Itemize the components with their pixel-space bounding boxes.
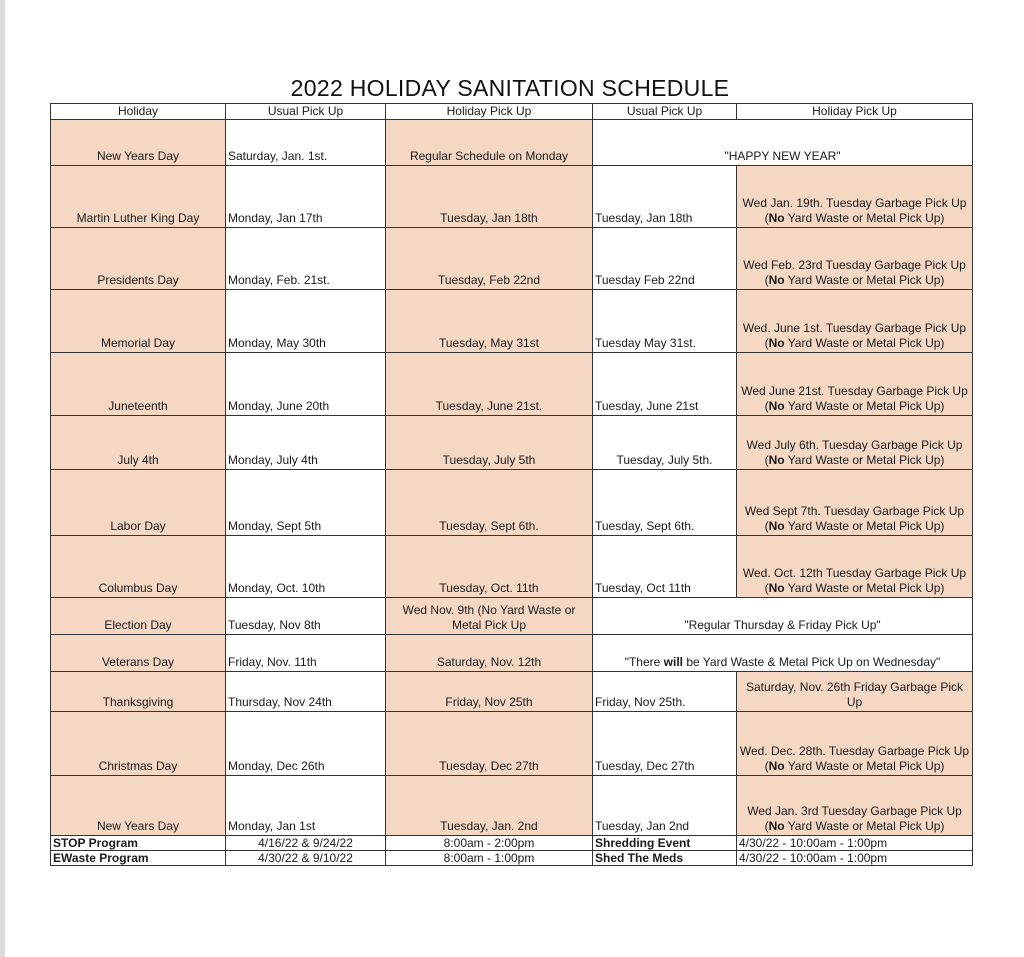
table-row	[51, 470, 973, 536]
table-header-row	[51, 104, 973, 120]
table-row	[51, 672, 973, 712]
schedule-table	[50, 103, 973, 866]
program-row	[51, 851, 973, 866]
event-name: Shed The Meds	[593, 851, 737, 866]
table-row	[51, 120, 973, 166]
program-dates: 4/16/22 & 9/24/22	[226, 836, 386, 851]
table-row	[51, 712, 973, 776]
holiday-pickup-cell	[737, 166, 973, 228]
usual-pickup-cell: Monday, Jan 17th	[226, 166, 386, 228]
holiday-pickup-cell: Saturday, Nov. 12th	[386, 635, 593, 672]
pickup-note-emphasis: No	[768, 759, 785, 773]
pickup-note-text: Yard Waste or Metal Pick Up)	[784, 519, 945, 533]
usual-pickup-cell: Monday, Jan 1st	[226, 776, 386, 836]
holiday-cell: Thanksgiving	[51, 672, 226, 712]
column-header: Usual Pick Up	[226, 104, 386, 120]
holiday-cell: Veterans Day	[51, 635, 226, 672]
usual-pickup-cell: Monday, May 30th	[226, 290, 386, 353]
page-edge	[0, 0, 5, 957]
pickup-note-text: Wed July 6th. Tuesday Garbage Pick Up (	[746, 438, 963, 467]
usual-pickup-cell: Monday, Sept 5th	[226, 470, 386, 536]
usual-pickup-cell: Tuesday, June 21st	[593, 353, 737, 416]
merged-note-cell: "HAPPY NEW YEAR"	[593, 120, 973, 166]
program-hours: 8:00am - 1:00pm	[386, 851, 593, 866]
holiday-pickup-cell: Tuesday, Dec 27th	[386, 712, 593, 776]
holiday-pickup-cell	[737, 228, 973, 290]
column-header: Usual Pick Up	[593, 104, 737, 120]
holiday-cell: New Years Day	[51, 120, 226, 166]
event-time: 4/30/22 - 10:00am - 1:00pm	[737, 851, 973, 866]
program-dates: 4/30/22 & 9/10/22	[226, 851, 386, 866]
document-title: 2022 HOLIDAY SANITATION SCHEDULE	[290, 75, 730, 101]
holiday-pickup-cell: Tuesday, May 31st	[386, 290, 593, 353]
usual-pickup-cell: Friday, Nov. 11th	[226, 635, 386, 672]
program-name: EWaste Program	[51, 851, 226, 866]
column-header: Holiday	[51, 104, 226, 120]
pickup-note-text: Wed Jan. 3rd Tuesday Garbage Pick Up (	[747, 804, 962, 833]
usual-pickup-cell: Tuesday, Jan 18th	[593, 166, 737, 228]
holiday-cell: Labor Day	[51, 470, 226, 536]
usual-pickup-cell: Saturday, Jan. 1st.	[226, 120, 386, 166]
usual-pickup-cell: Tuesday, Nov 8th	[226, 598, 386, 635]
pickup-note-text: Wed. Dec. 28th. Tuesday Garbage Pick Up (	[739, 744, 970, 773]
pickup-note-text: Yard Waste or Metal Pick Up)	[784, 336, 945, 350]
holiday-pickup-cell: Friday, Nov 25th	[386, 672, 593, 712]
pickup-note-text: Yard Waste or Metal Pick Up)	[784, 273, 945, 287]
usual-pickup-cell: Monday, July 4th	[226, 416, 386, 470]
column-header: Holiday Pick Up	[737, 104, 973, 120]
pickup-note-emphasis: No	[768, 453, 785, 467]
holiday-cell: Memorial Day	[51, 290, 226, 353]
holiday-pickup-cell: Tuesday, Jan. 2nd	[386, 776, 593, 836]
table-row	[51, 635, 973, 672]
holiday-pickup-cell	[737, 776, 973, 836]
pickup-note-text: Wed Feb. 23rd Tuesday Garbage Pick Up (	[743, 258, 966, 287]
table-row	[51, 598, 973, 635]
pickup-note-text: Yard Waste or Metal Pick Up)	[784, 453, 945, 467]
table-row	[51, 228, 973, 290]
usual-pickup-cell: Thursday, Nov 24th	[226, 672, 386, 712]
holiday-cell: July 4th	[51, 416, 226, 470]
table-row	[51, 416, 973, 470]
usual-pickup-cell: Tuesday, Dec 27th	[593, 712, 737, 776]
holiday-pickup-cell: Tuesday, June 21st.	[386, 353, 593, 416]
usual-pickup-cell: Tuesday, Sept 6th.	[593, 470, 737, 536]
merged-note-cell: "Regular Thursday & Friday Pick Up"	[593, 598, 973, 635]
pickup-note-text: Wed. Oct. 12th Tuesday Garbage Pick Up (	[742, 566, 967, 595]
table-row	[51, 536, 973, 598]
usual-pickup-cell: Monday, Dec 26th	[226, 712, 386, 776]
merged-note-text: be Yard Waste & Metal Pick Up on Wednesday"	[683, 655, 941, 669]
column-header: Holiday Pick Up	[386, 104, 593, 120]
pickup-note-text: Wed Sept 7th. Tuesday Garbage Pick Up (	[744, 504, 965, 533]
usual-pickup-cell: Monday, Feb. 21st.	[226, 228, 386, 290]
holiday-pickup-cell: Tuesday, Jan 18th	[386, 166, 593, 228]
holiday-cell: Columbus Day	[51, 536, 226, 598]
holiday-pickup-cell	[737, 470, 973, 536]
pickup-note-emphasis: No	[768, 273, 785, 287]
program-hours: 8:00am - 2:00pm	[386, 836, 593, 851]
merged-note-cell	[593, 635, 973, 672]
holiday-cell: Election Day	[51, 598, 226, 635]
holiday-pickup-cell	[737, 290, 973, 353]
pickup-note-text: Wed June 21st. Tuesday Garbage Pick Up (	[741, 384, 968, 413]
usual-pickup-cell: Tuesday Feb 22nd	[593, 228, 737, 290]
event-time: 4/30/22 - 10:00am - 1:00pm	[737, 836, 973, 851]
table-row	[51, 166, 973, 228]
pickup-note-emphasis: No	[768, 581, 785, 595]
pickup-note-emphasis: No	[768, 519, 785, 533]
holiday-pickup-cell	[737, 536, 973, 598]
holiday-pickup-cell: Tuesday, July 5th	[386, 416, 593, 470]
usual-pickup-cell: Monday, Oct. 10th	[226, 536, 386, 598]
pickup-note-emphasis: No	[768, 211, 785, 225]
usual-pickup-cell: Tuesday, Oct 11th	[593, 536, 737, 598]
table-row	[51, 353, 973, 416]
pickup-note-text: Yard Waste or Metal Pick Up)	[784, 399, 945, 413]
holiday-cell: Christmas Day	[51, 712, 226, 776]
merged-note-text: "There	[624, 655, 664, 669]
merged-note-emphasis: will	[663, 655, 683, 669]
holiday-pickup-cell: Tuesday, Oct. 11th	[386, 536, 593, 598]
pickup-note-text: Wed. June 1st. Tuesday Garbage Pick Up (	[742, 321, 967, 350]
pickup-note-text: Yard Waste or Metal Pick Up)	[784, 759, 945, 773]
holiday-pickup-cell	[737, 712, 973, 776]
holiday-pickup-cell: Tuesday, Sept 6th.	[386, 470, 593, 536]
holiday-cell: Presidents Day	[51, 228, 226, 290]
event-name: Shredding Event	[593, 836, 737, 851]
holiday-pickup-cell: Saturday, Nov. 26th Friday Garbage Pick Up	[737, 672, 973, 712]
table-row	[51, 776, 973, 836]
program-name: STOP Program	[51, 836, 226, 851]
table-row	[51, 290, 973, 353]
holiday-pickup-cell: Wed Nov. 9th (No Yard Waste or Metal Pick Up	[386, 598, 593, 635]
holiday-cell: Juneteenth	[51, 353, 226, 416]
program-row	[51, 836, 973, 851]
holiday-cell: Martin Luther King Day	[51, 166, 226, 228]
pickup-note-text: Yard Waste or Metal Pick Up)	[784, 819, 945, 833]
pickup-note-text: Yard Waste or Metal Pick Up)	[784, 211, 945, 225]
pickup-note-text: Wed Jan. 19th. Tuesday Garbage Pick Up (	[742, 196, 967, 225]
holiday-pickup-cell: Tuesday, Feb 22nd	[386, 228, 593, 290]
holiday-pickup-cell	[737, 353, 973, 416]
usual-pickup-cell: Tuesday, July 5th.	[593, 416, 737, 470]
usual-pickup-cell: Tuesday May 31st.	[593, 290, 737, 353]
holiday-cell: New Years Day	[51, 776, 226, 836]
usual-pickup-cell: Tuesday, Jan 2nd	[593, 776, 737, 836]
pickup-note-emphasis: No	[768, 819, 785, 833]
pickup-note-text: Yard Waste or Metal Pick Up)	[784, 581, 945, 595]
usual-pickup-cell: Friday, Nov 25th.	[593, 672, 737, 712]
usual-pickup-cell: Monday, June 20th	[226, 353, 386, 416]
holiday-pickup-cell: Regular Schedule on Monday	[386, 120, 593, 166]
pickup-note-emphasis: No	[768, 399, 785, 413]
pickup-note-emphasis: No	[768, 336, 785, 350]
holiday-pickup-cell	[737, 416, 973, 470]
